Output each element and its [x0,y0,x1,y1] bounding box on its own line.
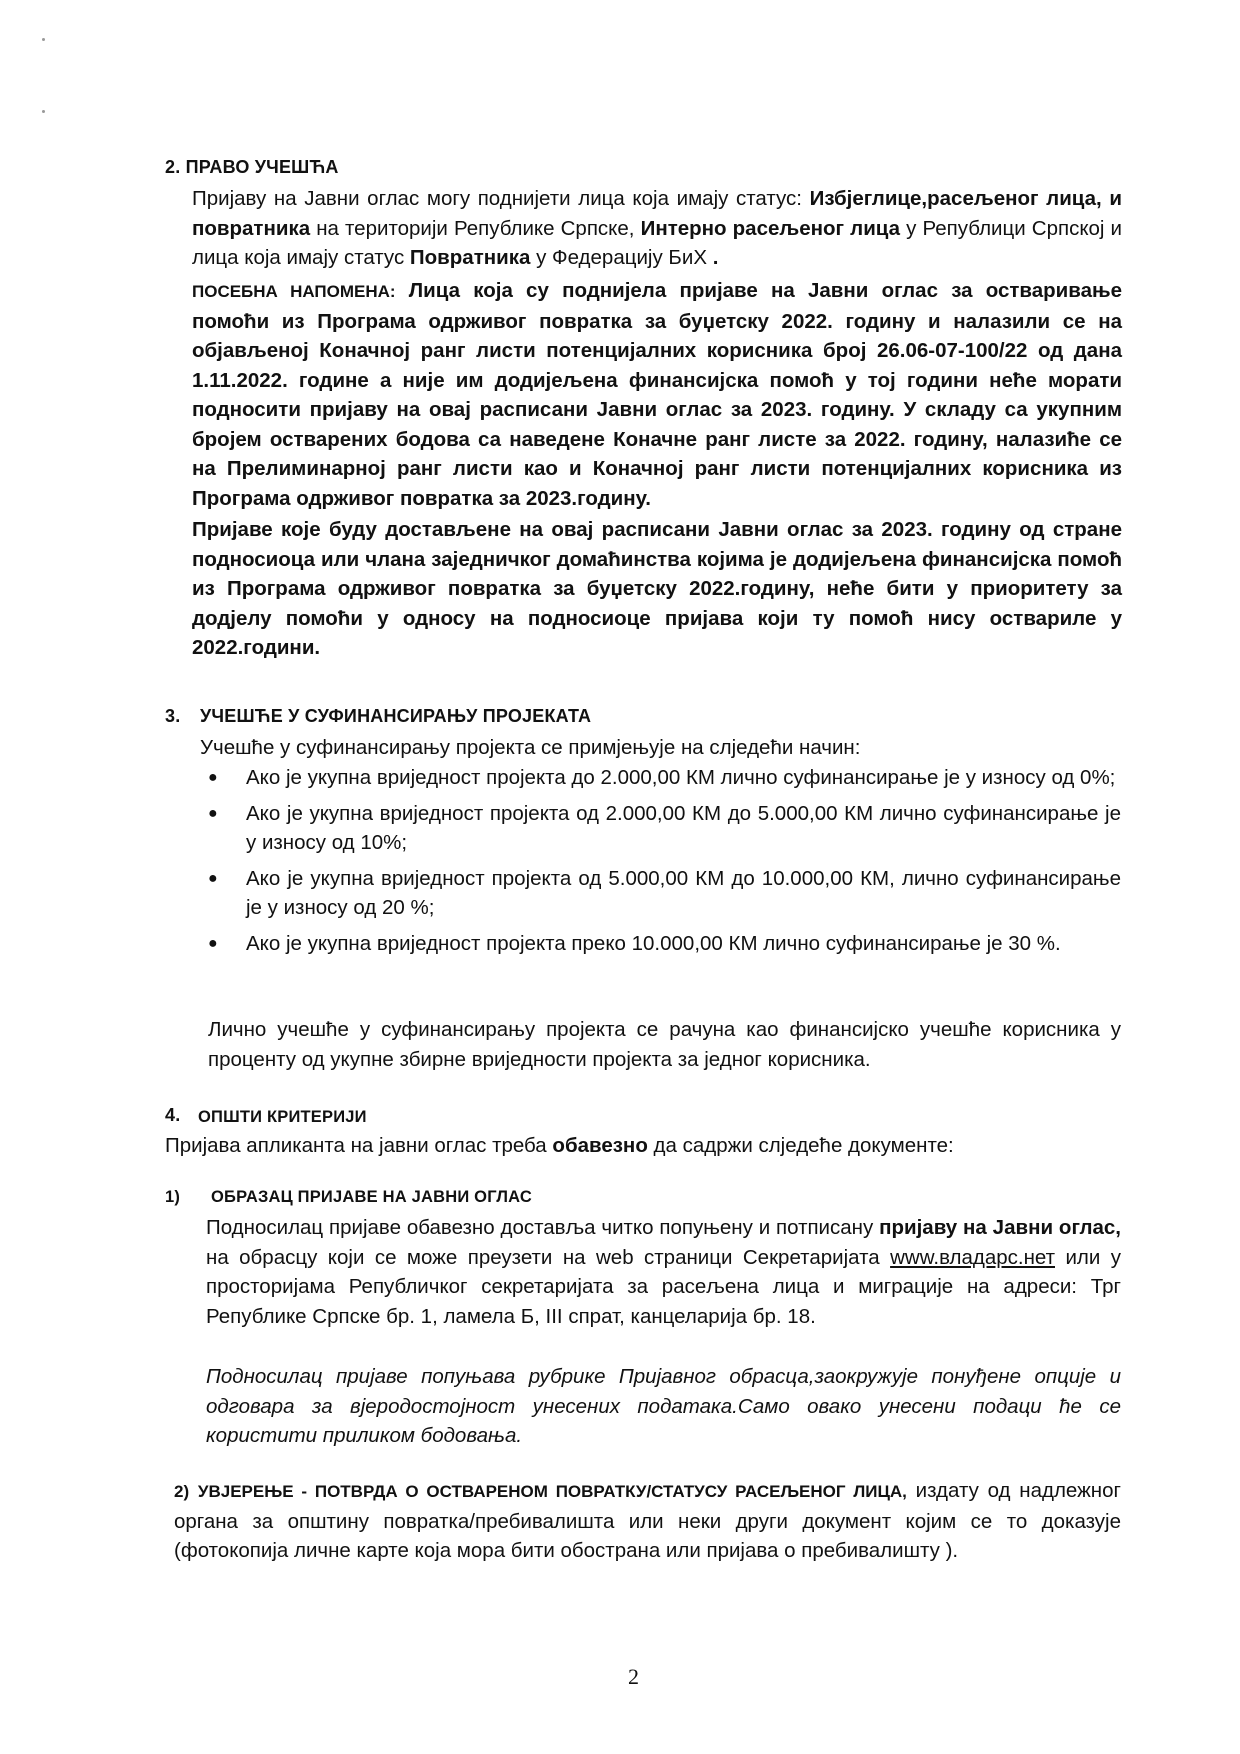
list-item: ● Ако је укупна вриједност пројекта од 2.000,00 КМ до 5.000,00 КМ лично суфинансирање је у износу од 10%; [208,799,1121,858]
page-number: 2 [628,1664,639,1689]
section-4-heading: ОПШТИ КРИТЕРИЈИ [198,1108,367,1126]
text-run: Пријаву на Јавни оглас могу поднијети лица која имају статус: [192,187,810,210]
text-run: на обрасцу који се може преузети на web страници Секретаријата [206,1245,891,1269]
special-note-text: Лица која су поднијела пријаве на Јавни оглас за остваривање помоћи из Програма одрживог повратка за буџетску 2022. годину и налазили се на објављеној Коначној ранг листи потенцијалних корисника број 26.06-07-100/22 од дана 1.11.2022. године а није им додијељена финансијска помоћ у тој години неће морати подносити пријаву на овај расписани Јавни оглас за 2023. годину. У складу са укупним бројем остварених бодова са наведене Коначне ранг листе за 2022. годину, налазиће се на Прелиминарној ранг листи као и Коначној ранг листи потенцијалних корисника из Програма одрживог повратка за 2023.годину. [192,279,1122,510]
item-1-number: 1) [165,1188,181,1206]
special-note-2: Пријаве које буду достављене на овај расписани Јавни оглас за 2023. годину од стране подносиоца или члана заједничког домаћинства којима је додијељена финансијска помоћ из Програма одрживог повратка за буџетску 2022.годину, неће бити у приоритету за додјелу помоћи у односу на подносиоце пријава који ту помоћ нису оствариле у 2022.години. [192,518,1122,659]
text-run: на територији Републике Српске, [310,216,641,240]
item-1-paragraph [206,1213,1121,1331]
section-2-heading: 2. ПРАВО УЧЕШЋА [165,157,339,177]
section-3-intro: Учешће у суфинансирању пројекта се примјењује на слједећи начин: [200,736,861,759]
item-1-heading: ОБРАЗАЦ ПРИЈАВЕ НА ЈАВНИ ОГЛАС [211,1188,532,1206]
section-3-heading: УЧЕШЋЕ У СУФИНАНСИРАЊУ ПРОЈЕКАТА [200,706,592,726]
item-1-italic-note: Подносилац пријаве попуњава рубрике Пријавног обрасца,заокружује понуђене опције и одговара за вјеродостојност унесених података.Само овако унесени подаци ће се користити приликом бодовања. [206,1365,1121,1447]
item-2-heading: УВЈЕРЕЊЕ - ПОТВРДА О ОСТВАРЕНОМ ПОВРАТКУ/СТАТУСУ РАСЕЉЕНОГ ЛИЦА, [197,1482,907,1501]
text-run: да садржи слједеће документе: [647,1134,954,1157]
text-run-bold: обавезно [552,1134,648,1157]
section-3-number: 3. [165,706,181,726]
section-4-intro [165,1131,1125,1161]
item-2-paragraph [174,1476,1121,1566]
special-note-label: ПОСЕБНА НАПОМЕНА: [192,282,396,301]
section-2-paragraph [192,184,1122,273]
text-run-bold: пријаву на Јавни оглас, [879,1216,1121,1239]
text-run-bold: . [712,246,719,269]
item-2-number: 2) [174,1482,190,1501]
text-run: у Републици Српској и лица која имају статус [192,216,1123,269]
text-run-bold: Повратника [409,246,531,269]
text-run: Подносилац пријаве обавезно доставља читко попуњену и потписану [206,1216,880,1239]
special-note [192,276,1122,513]
text-run: у Федерацију БиХ [530,246,713,269]
scan-speck [42,110,45,113]
list-item: ● Ако је укупна вриједност пројекта преко 10.000,00 КМ лично суфинансирање је 30 %. [208,929,1121,959]
cofinancing-list [208,763,1121,964]
text-run: или у просторијама Републичког секретаријата за расељена лица и миграције на адреси: Трг Републике Српске бр. 1, ламела Б, III спрат, канцеларија бр. 18. [206,1245,1121,1328]
list-item: ● Ако је укупна вриједност пројекта од 5.000,00 КМ до 10.000,00 КМ, лично суфинансирање је у износу од 20 %; [208,864,1121,923]
list-item: ● Ако је укупна вриједност пројекта до 2.000,00 КМ лично суфинансирање је у износу од 0%; [208,763,1121,793]
text-run-bold: Избјеглице,расељеног лица, и повратника [192,187,1122,240]
item-2-text: издату од надлежног органа за општину повратка/пребивалишта или неки други документ којим се то доказује (фотокопија личне карте која мора бити обострана или пријава о пребивалишту ). [174,1479,1121,1562]
website-link[interactable]: www.владарс.нет [890,1245,1055,1269]
text-run: Пријава апликанта на јавни оглас треба [165,1134,553,1157]
scan-speck [42,38,45,41]
section-4-number: 4. [165,1105,181,1125]
text-run-bold: Интерно расељеног лица [640,216,901,240]
section-3-closing: Лично учешће у суфинансирању пројекта се рачуна као финансијско учешће корисника у проценту од укупне збирне вриједности пројекта за једног корисника. [208,1018,1121,1071]
